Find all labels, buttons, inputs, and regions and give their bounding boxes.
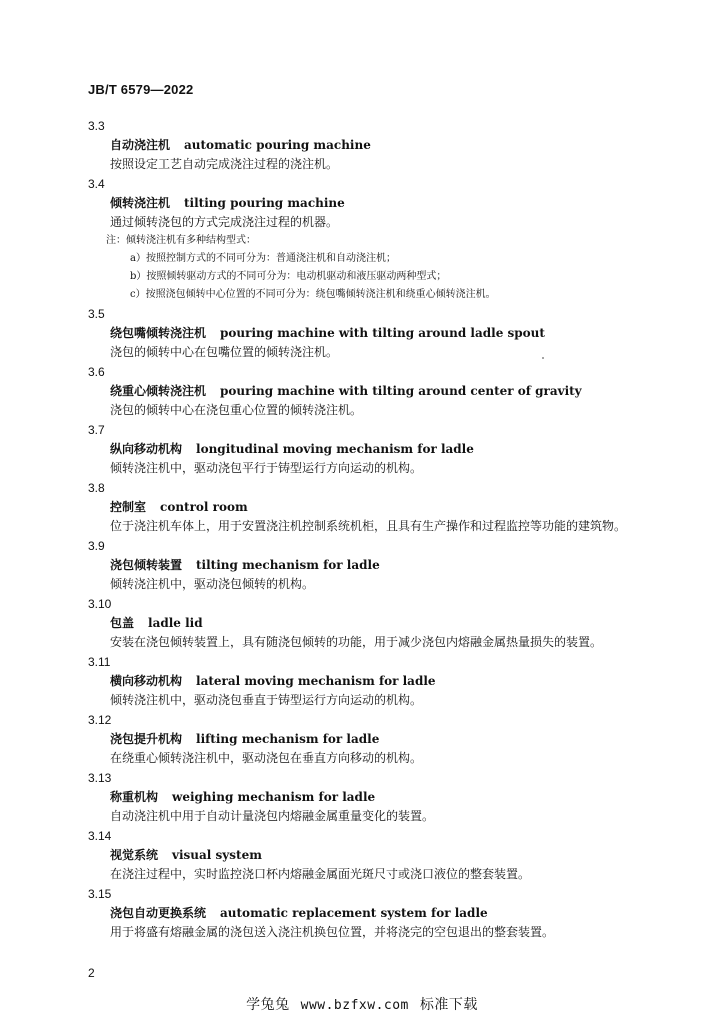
term-number: 3.4 (88, 177, 105, 191)
term-title (110, 324, 648, 343)
term-title (110, 846, 648, 865)
term-chinese: 浇包倾转装置 (110, 558, 183, 572)
term-definition: 位于浇注机车体上，用于安置浇注机控制系统机柜，且具有生产操作和过程监控等功能的建筑物。 (110, 519, 627, 533)
term-entry (88, 768, 648, 826)
term-number: 3.14 (88, 829, 112, 843)
term-english: visual system (172, 848, 262, 862)
term-english: lifting mechanism for ladle (196, 732, 380, 746)
note-item: b）按照倾转驱动方式的不同可分为：电动机驱动和液压驱动两种型式； (130, 271, 447, 282)
term-english: automatic pouring machine (184, 138, 371, 152)
term-english: tilting mechanism for ladle (196, 558, 380, 572)
term-chinese: 绕重心倾转浇注机 (110, 384, 207, 398)
term-number: 3.9 (88, 539, 105, 553)
term-title (110, 788, 648, 807)
term-english: control room (160, 500, 248, 514)
term-definition: 倾转浇注机中，驱动浇包平行于铸型运行方向运动的机构。 (110, 461, 423, 475)
term-entry (88, 304, 648, 362)
term-definition: 浇包的倾转中心在浇包重心位置的倾转浇注机。 (110, 403, 363, 417)
terms-list (88, 116, 648, 942)
term-definition: 自动浇注机中用于自动计量浇包内熔融金属重量变化的装置。 (110, 809, 435, 823)
term-chinese: 称重机构 (110, 790, 159, 804)
note-item: c）按照浇包倾转中心位置的不同可分为：绕包嘴倾转浇注机和绕重心倾转浇注机。 (130, 289, 496, 300)
term-english: lateral moving mechanism for ladle (196, 674, 436, 688)
term-definition: 倾转浇注机中，驱动浇包倾转的机构。 (110, 577, 315, 591)
term-title (110, 730, 648, 749)
term-entry (88, 362, 648, 420)
term-chinese: 纵向移动机构 (110, 442, 183, 456)
term-english: automatic replacement system for ladle (220, 906, 488, 920)
term-entry (88, 826, 648, 884)
term-chinese: 控制室 (110, 500, 147, 514)
term-title (110, 904, 648, 923)
term-definition: 在绕重心倾转浇注机中，驱动浇包在垂直方向移动的机构。 (110, 751, 423, 765)
term-number: 3.12 (88, 713, 112, 727)
term-title (110, 136, 648, 155)
term-title (110, 556, 648, 575)
term-english: weighing mechanism for ladle (172, 790, 376, 804)
term-english: pouring machine with tilting around ladle spout (220, 326, 545, 340)
page-number: 2 (88, 966, 95, 980)
term-entry (88, 420, 648, 478)
term-title (110, 382, 648, 401)
term-chinese: 包盖 (110, 616, 135, 630)
term-number: 3.5 (88, 307, 105, 321)
term-entry (88, 536, 648, 594)
note-lead: 注：倾转浇注机有多种结构型式： (106, 235, 256, 246)
term-english: ladle lid (148, 616, 203, 630)
term-definition: 浇包的倾转中心在包嘴位置的倾转浇注机。 (110, 345, 339, 359)
term-definition: 用于将盛有熔融金属的浇包送入浇注机换包位置，并将浇完的空包退出的整套装置。 (110, 925, 555, 939)
term-chinese: 横向移动机构 (110, 674, 183, 688)
term-chinese: 绕包嘴倾转浇注机 (110, 326, 207, 340)
term-number: 3.13 (88, 771, 112, 785)
footer-watermark (0, 994, 724, 1014)
term-entry (88, 116, 648, 174)
term-title (110, 498, 648, 517)
term-chinese: 浇包提升机构 (110, 732, 183, 746)
term-chinese: 浇包自动更换系统 (110, 906, 207, 920)
term-entry (88, 710, 648, 768)
footer-site-link[interactable]: www.bzfxw.com (300, 998, 409, 1013)
term-title (110, 672, 648, 691)
footer-right-text: 标准下载 (419, 997, 478, 1013)
term-title (110, 614, 648, 633)
term-chinese: 自动浇注机 (110, 138, 171, 152)
term-entry (88, 594, 648, 652)
term-definition: 通过倾转浇包的方式完成浇注过程的机器。 (110, 215, 339, 229)
term-definition: 倾转浇注机中，驱动浇包垂直于铸型运行方向运动的机构。 (110, 693, 423, 707)
term-entry (88, 478, 648, 536)
term-definition: 按照设定工艺自动完成浇注过程的浇注机。 (110, 157, 339, 171)
term-number: 3.3 (88, 119, 105, 133)
term-english: longitudinal moving mechanism for ladle (196, 442, 474, 456)
term-entry (88, 652, 648, 710)
term-title (110, 440, 648, 459)
scan-speck (542, 357, 544, 359)
document-code: JB/T 6579—2022 (88, 82, 194, 97)
term-entry (88, 174, 648, 304)
term-title (110, 194, 648, 213)
note-item: a）按照控制方式的不同可分为：普通浇注机和自动浇注机； (130, 253, 396, 264)
term-english: pouring machine with tilting around center of gravity (220, 384, 582, 398)
term-chinese: 倾转浇注机 (110, 196, 171, 210)
term-number: 3.10 (88, 597, 112, 611)
term-definition: 安装在浇包倾转装置上，具有随浇包倾转的功能，用于减少浇包内熔融金属热量损失的装置。 (110, 635, 603, 649)
term-english: tilting pouring machine (184, 196, 345, 210)
term-number: 3.7 (88, 423, 105, 437)
term-chinese: 视觉系统 (110, 848, 159, 862)
term-entry (88, 884, 648, 942)
term-number: 3.15 (88, 887, 112, 901)
term-definition: 在浇注过程中，实时监控浇口杯内熔融金属面光斑尺寸或浇口液位的整套装置。 (110, 867, 531, 881)
footer-left-text: 学兔兔 (246, 997, 290, 1013)
term-number: 3.6 (88, 365, 105, 379)
term-number: 3.11 (88, 655, 111, 669)
term-number: 3.8 (88, 481, 105, 495)
